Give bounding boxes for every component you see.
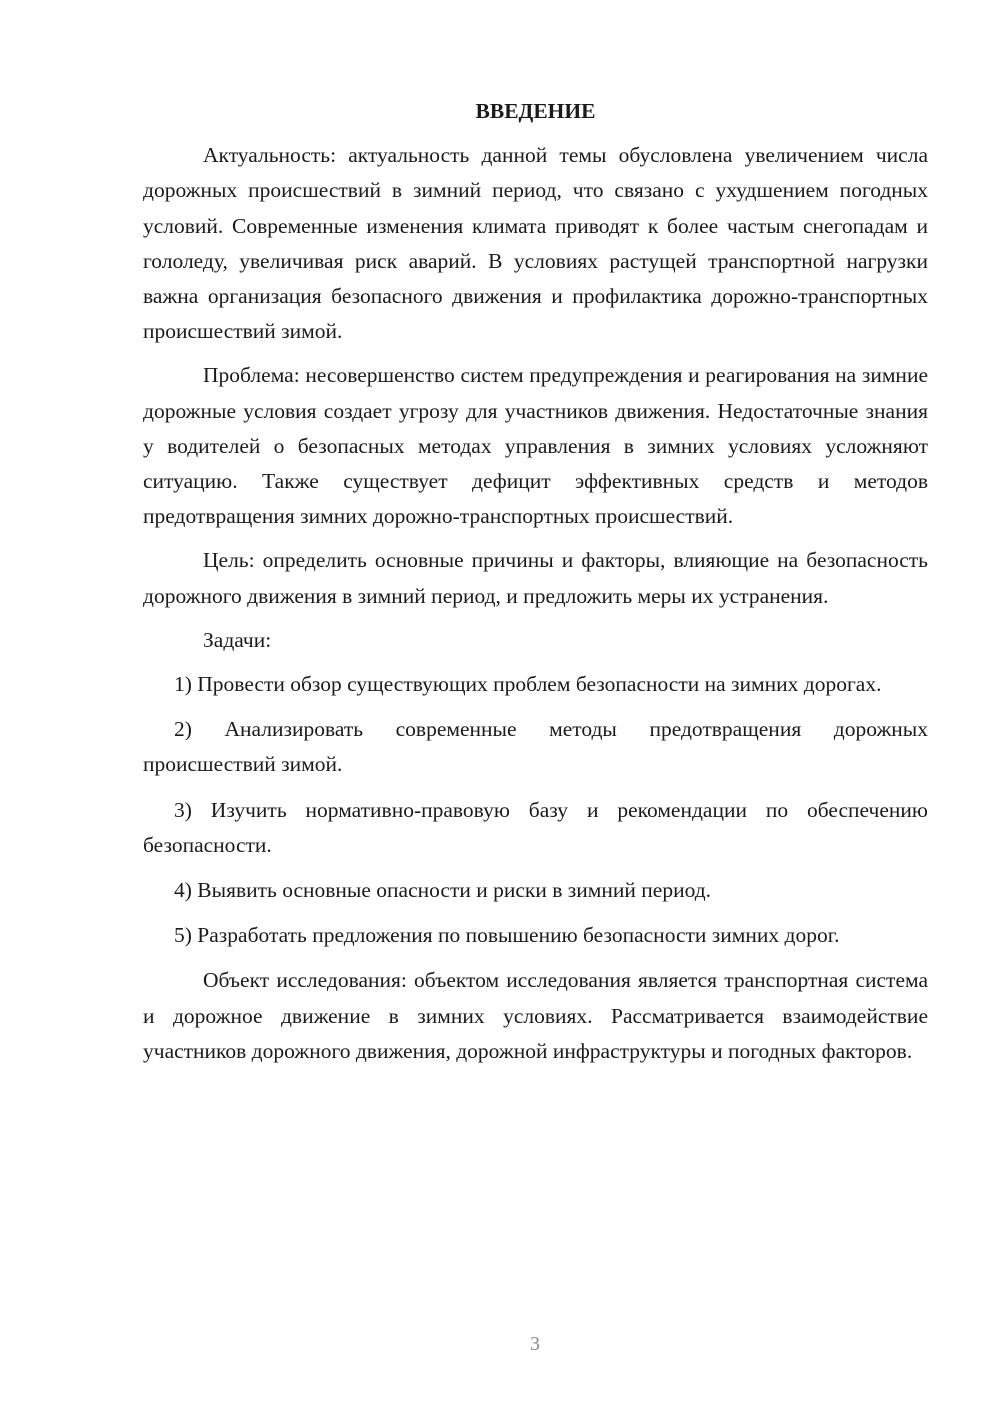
page-number: 3 xyxy=(530,1333,540,1355)
task-item-1: 1) Провести обзор существующих проблем безопасности на зимних дорогах. xyxy=(174,672,882,697)
document-body xyxy=(143,94,928,1078)
section-title: ВВЕДЕНИЕ xyxy=(475,99,596,123)
task-item-2: 2) Анализировать современные методы предотвращения дорожных происшествий зимой. xyxy=(143,717,928,777)
task-item-3: 3) Изучить нормативно-правовую базу и рекомендации по обеспечению безопасности. xyxy=(143,797,928,857)
paragraph-goal: Цель: определить основные причины и факторы, влияющие на безопасность дорожного движения в зимний период, и предложить меры их устранения. xyxy=(143,548,928,608)
task-item-5: 5) Разработать предложения по повышению безопасности зимних дорог. xyxy=(174,923,840,948)
paragraph-relevance: Актуальность: актуальность данной темы обусловлена увеличением числа дорожных происшествий в зимний период, что связано с ухудшением погодных условий. Современные изменения климата приводят к более частым снегопадам и гололеду, увеличивая риск аварий. В условиях растущей транспортной нагрузки важна организация безопасного движения и профилактика дорожно-транспортных происшествий зимой. xyxy=(143,143,928,344)
paragraph-tasks-heading: Задачи: xyxy=(203,627,272,652)
task-item-4: 4) Выявить основные опасности и риски в зимний период. xyxy=(174,878,712,903)
paragraph-object: Объект исследования: объектом исследования является транспортная система и дорожное движение в зимних условиях. Рассматривается взаимодействие участников дорожного движения, дорожной инфраструктуры и погодных факторов. xyxy=(143,968,928,1063)
paragraph-problem: Проблема: несовершенство систем предупреждения и реагирования на зимние дорожные условия создает угрозу для участников движения. Недостаточные знания у водителей о безопасных методах управления в зимних условиях усложняют ситуацию. Также существует дефицит эффективных средств и методов предотвращения зимних дорожно-транспортных происшествий. xyxy=(143,363,928,529)
